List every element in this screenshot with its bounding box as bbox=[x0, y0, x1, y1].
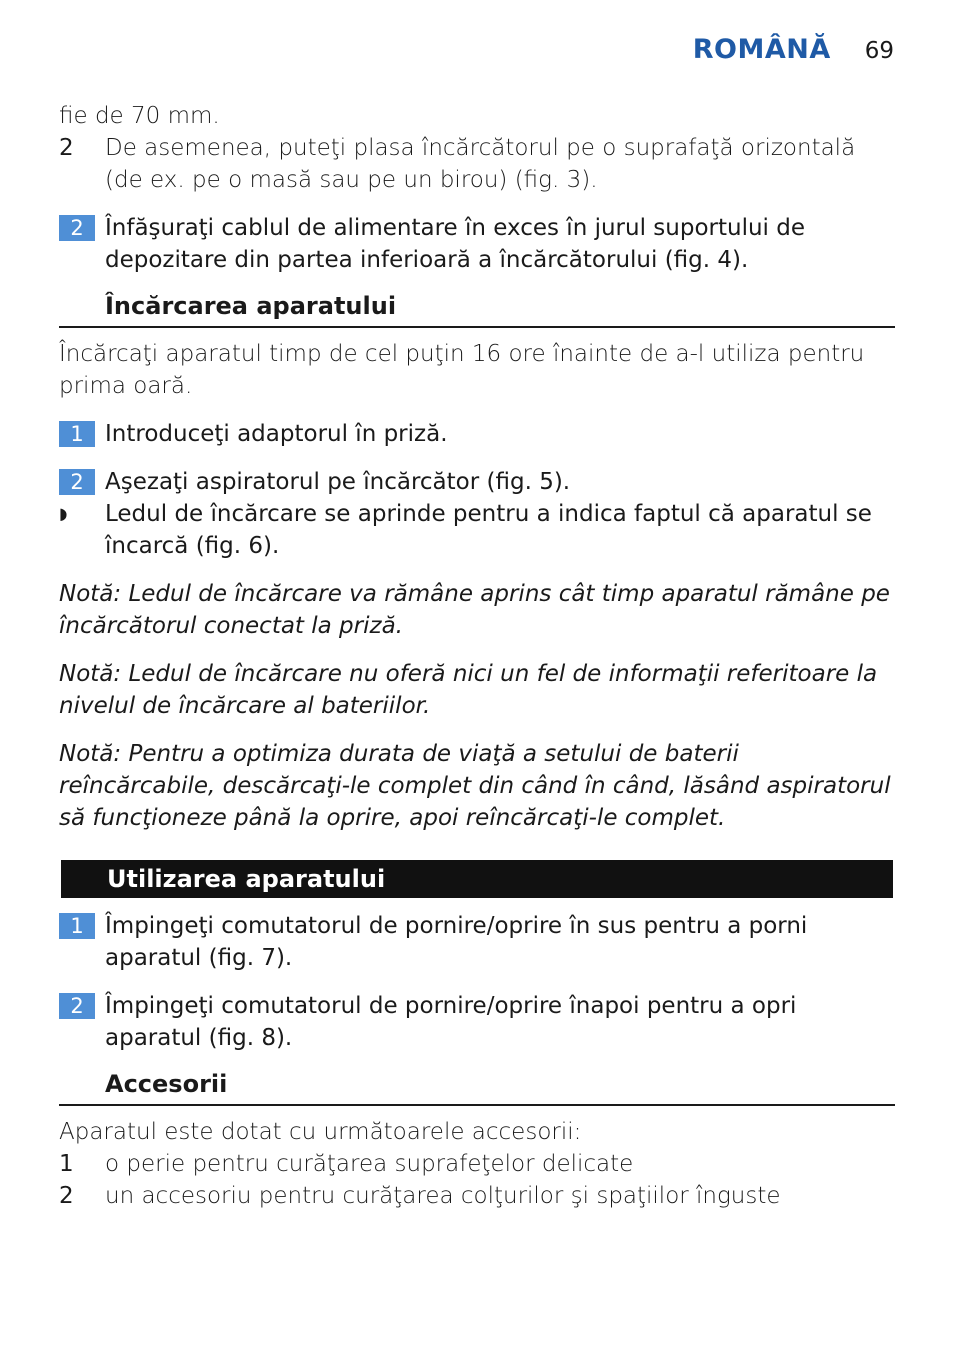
step-badge: 2 bbox=[59, 215, 95, 241]
section-heading-accessories: Accesorii bbox=[59, 1068, 895, 1106]
step-text: Înfăşuraţi cablul de alimentare în exces în jurul suportului de depozitare din partea inferioară a încărcătorului (fig. 4). bbox=[105, 215, 805, 273]
list-number: 1 bbox=[59, 1151, 74, 1177]
list-item bbox=[59, 1180, 895, 1212]
list-text: un accesoriu pentru curăţarea colţurilor şi spaţiilor înguste bbox=[105, 1183, 781, 1209]
list-text: o perie pentru curăţarea suprafeţelor delicate bbox=[105, 1151, 634, 1177]
step-badge: 1 bbox=[59, 421, 95, 447]
charging-intro: Încărcaţi aparatul timp de cel puţin 16 ore înainte de a-l utiliza pentru prima oară. bbox=[59, 341, 865, 399]
list-item bbox=[59, 132, 895, 196]
accessories-intro: Aparatul este dotat cu următoarele accesorii: bbox=[59, 1119, 582, 1145]
step-item bbox=[59, 212, 895, 276]
step-badge: 1 bbox=[59, 913, 95, 939]
note-text: Notă: Pentru a optimiza durata de viaţă a setului de baterii reîncărcabile, descărcaţi-le complet din când în când, lăsând aspiratorul să funcţioneze până la oprire, apoi reîncărcaţi-le complet. bbox=[59, 741, 891, 831]
step-text: Împingeţi comutatorul de pornire/oprire în sus pentru a porni aparatul (fig. 7). bbox=[105, 913, 808, 971]
step-badge: 2 bbox=[59, 469, 95, 495]
section-heading-use: Utilizarea aparatului bbox=[61, 860, 893, 898]
list-item bbox=[59, 1148, 895, 1180]
step-item bbox=[59, 466, 895, 498]
page-number: 69 bbox=[864, 38, 894, 64]
list-text: De asemenea, puteţi plasa încărcătorul pe o suprafaţă orizontală (de ex. pe o masă sau pe un birou) (fig. 3). bbox=[105, 135, 856, 193]
note-text: Notă: Ledul de încărcare va rămâne aprins cât timp aparatul rămâne pe încărcătorul conectat la priză. bbox=[59, 581, 890, 639]
page-header bbox=[693, 34, 894, 65]
step-text: Aşezaţi aspiratorul pe încărcător (fig. 5). bbox=[105, 469, 571, 495]
result-item bbox=[59, 498, 895, 562]
step-item bbox=[59, 990, 895, 1054]
language-label: ROMÂNĂ bbox=[692, 34, 831, 65]
intro-continuation: fie de 70 mm. bbox=[59, 103, 220, 129]
step-item bbox=[59, 910, 895, 974]
result-text: Ledul de încărcare se aprinde pentru a indica faptul că aparatul se încarcă (fig. 6). bbox=[105, 501, 872, 559]
step-text: Introduceţi adaptorul în priză. bbox=[105, 421, 448, 447]
page-content bbox=[59, 100, 895, 1212]
step-badge: 2 bbox=[59, 993, 95, 1019]
list-number: 2 bbox=[59, 1183, 74, 1209]
result-bullet-icon: ◗ bbox=[59, 504, 68, 523]
step-text: Împingeţi comutatorul de pornire/oprire înapoi pentru a opri aparatul (fig. 8). bbox=[105, 993, 797, 1051]
list-number: 2 bbox=[59, 135, 74, 161]
note-text: Notă: Ledul de încărcare nu oferă nici un fel de informaţii referitoare la nivelul de încărcare al bateriilor. bbox=[59, 661, 878, 719]
step-item bbox=[59, 418, 895, 450]
section-heading-charging: Încărcarea aparatului bbox=[59, 290, 895, 328]
